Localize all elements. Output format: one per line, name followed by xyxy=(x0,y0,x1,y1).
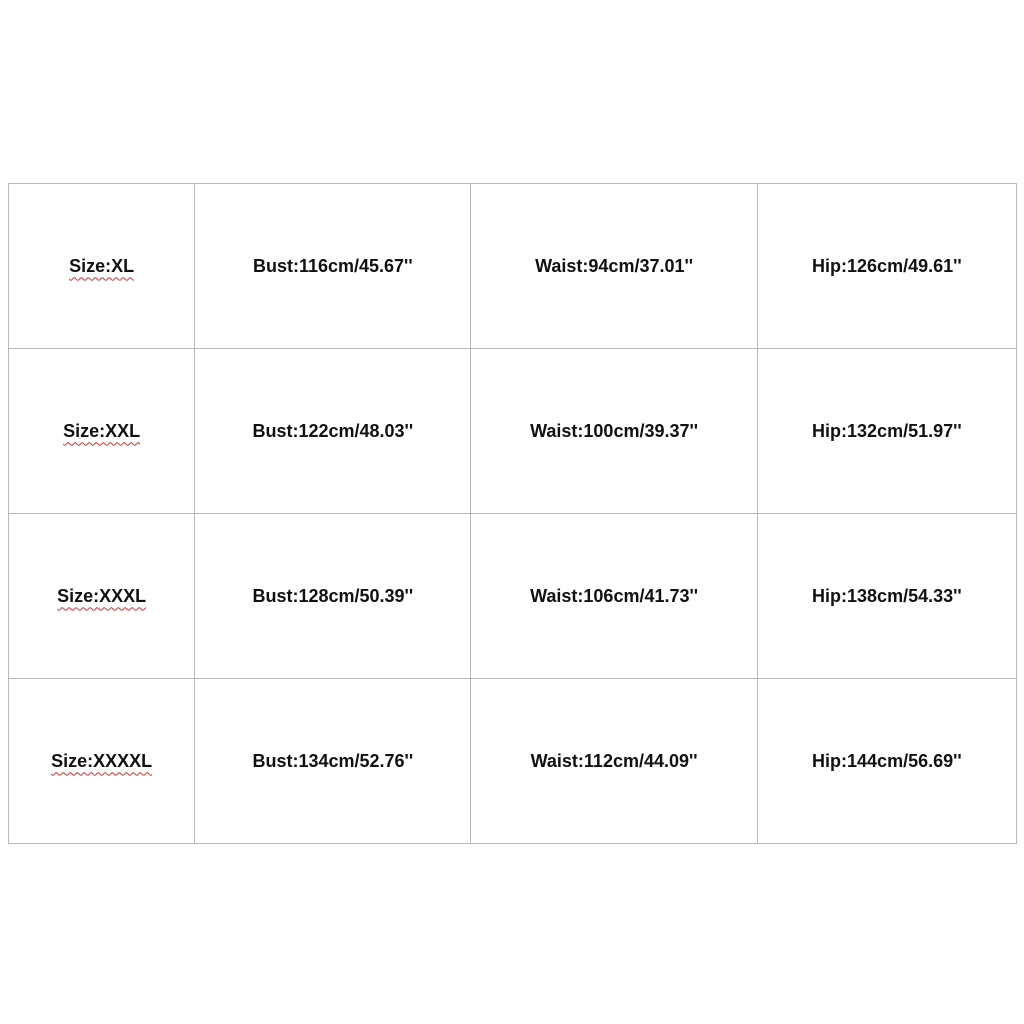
table-row xyxy=(9,184,1017,349)
waist-cell: Waist:100cm/39.37'' xyxy=(471,349,757,514)
hip-cell: Hip:138cm/54.33'' xyxy=(757,514,1016,679)
hip-cell: Hip:126cm/49.61'' xyxy=(757,184,1016,349)
table-row xyxy=(9,514,1017,679)
waist-cell: Waist:94cm/37.01'' xyxy=(471,184,757,349)
size-label: Size:XXL xyxy=(63,420,141,441)
size-label: Size:XXXXL xyxy=(51,750,153,771)
bust-cell: Bust:116cm/45.67'' xyxy=(195,184,471,349)
waist-cell: Waist:112cm/44.09'' xyxy=(471,679,757,844)
waist-cell: Waist:106cm/41.73'' xyxy=(471,514,757,679)
size-label: Size:XXXL xyxy=(57,585,147,606)
hip-cell: Hip:132cm/51.97'' xyxy=(757,349,1016,514)
size-cell xyxy=(9,514,195,679)
bust-cell: Bust:128cm/50.39'' xyxy=(195,514,471,679)
size-cell xyxy=(9,184,195,349)
size-chart-table xyxy=(8,183,1017,844)
size-cell xyxy=(9,349,195,514)
bust-cell: Bust:122cm/48.03'' xyxy=(195,349,471,514)
bust-cell: Bust:134cm/52.76'' xyxy=(195,679,471,844)
table-row xyxy=(9,349,1017,514)
size-cell xyxy=(9,679,195,844)
hip-cell: Hip:144cm/56.69'' xyxy=(757,679,1016,844)
size-label: Size:XL xyxy=(69,255,135,276)
table-row xyxy=(9,679,1017,844)
